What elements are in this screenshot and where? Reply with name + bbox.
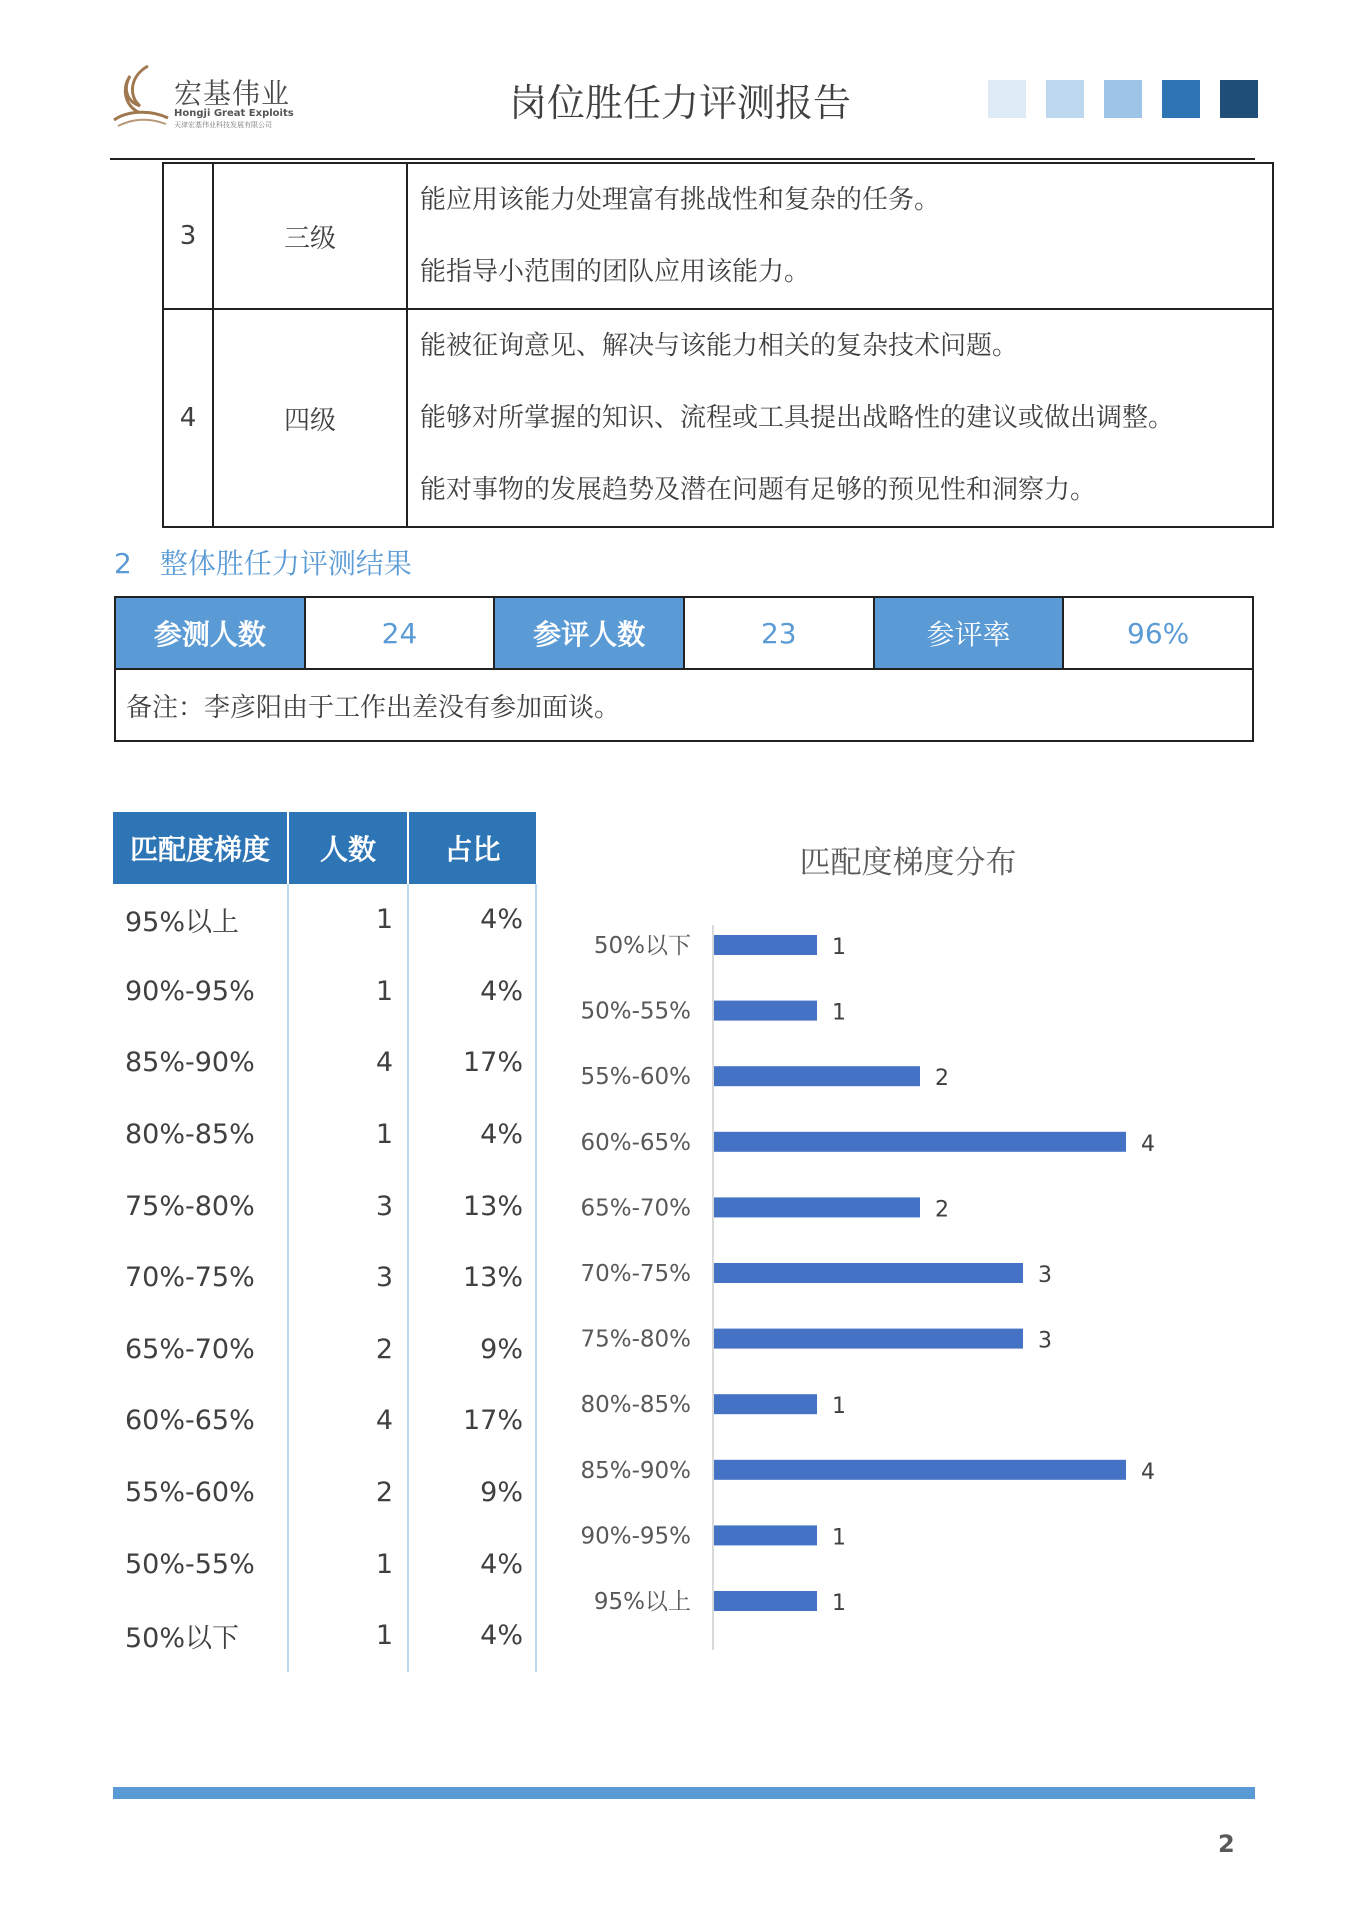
table-row bbox=[113, 1099, 536, 1171]
color-square bbox=[1104, 80, 1142, 118]
table-row bbox=[113, 1385, 536, 1457]
count-cell: 2 bbox=[288, 1457, 408, 1529]
column-header: 人数 bbox=[288, 812, 408, 884]
description-line: 能被征询意见、解决与该能力相关的复杂技术问题。 bbox=[420, 331, 1019, 361]
count-cell: 4 bbox=[288, 1027, 408, 1099]
table-row bbox=[113, 956, 536, 1028]
logo-company-fullname: 天津宏基伟业科技发展有限公司 bbox=[174, 121, 272, 129]
percent-cell: 9% bbox=[408, 1457, 536, 1529]
level-description bbox=[407, 309, 1273, 527]
count-cell: 4 bbox=[288, 1385, 408, 1457]
rate-label: 参评率 bbox=[874, 597, 1064, 669]
chart-title: 匹配度梯度分布 bbox=[799, 845, 1017, 881]
table-row bbox=[163, 163, 1273, 309]
range-cell: 80%-85% bbox=[113, 1099, 288, 1171]
count-cell: 3 bbox=[288, 1242, 408, 1314]
data-label: 1 bbox=[832, 935, 846, 960]
column-header: 匹配度梯度 bbox=[113, 812, 288, 884]
color-square bbox=[1162, 80, 1200, 118]
count-cell: 1 bbox=[288, 956, 408, 1028]
table-row bbox=[113, 1170, 536, 1242]
table-header-row bbox=[113, 812, 536, 884]
table-row bbox=[113, 1314, 536, 1386]
range-cell: 75%-80% bbox=[113, 1170, 288, 1242]
category-label: 65%-70% bbox=[580, 1195, 691, 1222]
chart-bar bbox=[714, 1329, 1023, 1349]
range-cell: 55%-60% bbox=[113, 1457, 288, 1529]
percent-cell: 17% bbox=[408, 1385, 536, 1457]
color-square bbox=[988, 80, 1026, 118]
percent-cell: 4% bbox=[408, 1099, 536, 1171]
description-line: 能够对所掌握的知识、流程或工具提出战略性的建议或做出调整。 bbox=[420, 403, 1175, 433]
chart-bar bbox=[714, 1591, 817, 1611]
participants-label: 参测人数 bbox=[115, 597, 305, 669]
table-row bbox=[163, 309, 1273, 527]
chart-bar bbox=[714, 1001, 817, 1021]
chart-bar bbox=[714, 1525, 817, 1545]
table-row bbox=[113, 1600, 536, 1672]
color-square bbox=[1046, 80, 1084, 118]
range-cell: 85%-90% bbox=[113, 1027, 288, 1099]
level-description-table bbox=[162, 162, 1274, 528]
section-number: 2 bbox=[114, 547, 132, 580]
document-title: 岗位胜任力评测报告 bbox=[508, 81, 851, 125]
count-cell: 2 bbox=[288, 1314, 408, 1386]
chart-bar bbox=[714, 1263, 1023, 1283]
count-cell: 1 bbox=[288, 1099, 408, 1171]
category-label: 55%-60% bbox=[580, 1064, 691, 1091]
participation-summary-table bbox=[114, 596, 1254, 742]
table-row bbox=[113, 1457, 536, 1529]
match-gradient-chart bbox=[540, 830, 1180, 1670]
category-label: 95%以上 bbox=[593, 1589, 691, 1615]
data-label: 1 bbox=[832, 1591, 846, 1616]
table-row bbox=[113, 1242, 536, 1314]
section-heading bbox=[114, 542, 412, 582]
count-cell: 1 bbox=[288, 1600, 408, 1672]
logo-chinese-name: 宏基伟业 bbox=[174, 77, 291, 110]
percent-cell: 9% bbox=[408, 1314, 536, 1386]
chart-bar bbox=[714, 1394, 817, 1414]
table-row bbox=[113, 884, 536, 956]
chart-bar bbox=[714, 1460, 1126, 1480]
percent-cell: 17% bbox=[408, 1027, 536, 1099]
category-label: 80%-85% bbox=[580, 1392, 691, 1419]
percent-cell: 13% bbox=[408, 1170, 536, 1242]
rated-value: 23 bbox=[684, 597, 874, 669]
footer-bar bbox=[113, 1787, 1255, 1799]
company-logo bbox=[108, 62, 298, 132]
level-name: 四级 bbox=[213, 309, 407, 527]
range-cell: 65%-70% bbox=[113, 1314, 288, 1386]
data-label: 3 bbox=[1038, 1263, 1052, 1288]
category-label: 70%-75% bbox=[580, 1261, 691, 1287]
category-label: 60%-65% bbox=[580, 1129, 691, 1156]
section-title: 整体胜任力评测结果 bbox=[159, 547, 412, 580]
percent-cell: 4% bbox=[408, 956, 536, 1028]
range-cell: 50%以下 bbox=[113, 1600, 288, 1672]
table-row bbox=[113, 1528, 536, 1600]
header-divider bbox=[110, 158, 1255, 160]
level-number: 3 bbox=[163, 163, 213, 309]
category-label: 90%-95% bbox=[580, 1523, 691, 1550]
range-cell: 50%-55% bbox=[113, 1528, 288, 1600]
chart-bar bbox=[714, 1132, 1126, 1152]
data-label: 1 bbox=[832, 1525, 846, 1551]
range-cell: 70%-75% bbox=[113, 1242, 288, 1314]
level-description bbox=[407, 163, 1273, 309]
data-label: 4 bbox=[1141, 1131, 1155, 1157]
percent-cell: 13% bbox=[408, 1242, 536, 1314]
data-label: 2 bbox=[935, 1066, 949, 1092]
chart-bar bbox=[714, 1197, 920, 1217]
percent-cell: 4% bbox=[408, 1528, 536, 1600]
category-label: 50%以下 bbox=[593, 933, 691, 959]
rate-value: 96% bbox=[1063, 597, 1253, 669]
data-label: 3 bbox=[1038, 1328, 1052, 1354]
table-row bbox=[115, 597, 1253, 669]
rated-label: 参评人数 bbox=[494, 597, 684, 669]
data-label: 2 bbox=[935, 1197, 949, 1223]
table-row bbox=[113, 1027, 536, 1099]
category-label: 85%-90% bbox=[580, 1457, 691, 1484]
data-label: 4 bbox=[1141, 1459, 1155, 1485]
percent-cell: 4% bbox=[408, 884, 536, 956]
data-label: 1 bbox=[832, 1000, 846, 1026]
participants-value: 24 bbox=[305, 597, 495, 669]
logo-emblem-icon bbox=[108, 62, 172, 132]
logo-english-name: Hongji Great Exploits bbox=[174, 108, 294, 119]
column-header: 占比 bbox=[408, 812, 536, 884]
description-line: 能应用该能力处理富有挑战性和复杂的任务。 bbox=[420, 185, 941, 215]
percent-cell: 4% bbox=[408, 1600, 536, 1672]
chart-bar bbox=[714, 1066, 920, 1086]
description-line: 能指导小范围的团队应用该能力。 bbox=[420, 257, 811, 287]
category-label: 50%-55% bbox=[580, 998, 691, 1025]
range-cell: 90%-95% bbox=[113, 956, 288, 1028]
color-square bbox=[1220, 80, 1258, 118]
category-label: 75%-80% bbox=[580, 1326, 691, 1353]
table-row bbox=[115, 669, 1253, 741]
summary-note: 备注：李彦阳由于工作出差没有参加面谈。 bbox=[115, 669, 1253, 741]
range-cell: 95%以上 bbox=[113, 884, 288, 956]
count-cell: 1 bbox=[288, 1528, 408, 1600]
description-line: 能对事物的发展趋势及潜在问题有足够的预见性和洞察力。 bbox=[420, 475, 1097, 505]
data-label: 1 bbox=[832, 1394, 846, 1420]
level-number: 4 bbox=[163, 309, 213, 527]
count-cell: 1 bbox=[288, 884, 408, 956]
match-gradient-table bbox=[113, 812, 537, 1672]
header-color-squares bbox=[988, 80, 1278, 118]
count-cell: 3 bbox=[288, 1170, 408, 1242]
chart-bar bbox=[714, 935, 817, 955]
page-number: 2 bbox=[1218, 1830, 1235, 1858]
level-name: 三级 bbox=[213, 163, 407, 309]
range-cell: 60%-65% bbox=[113, 1385, 288, 1457]
